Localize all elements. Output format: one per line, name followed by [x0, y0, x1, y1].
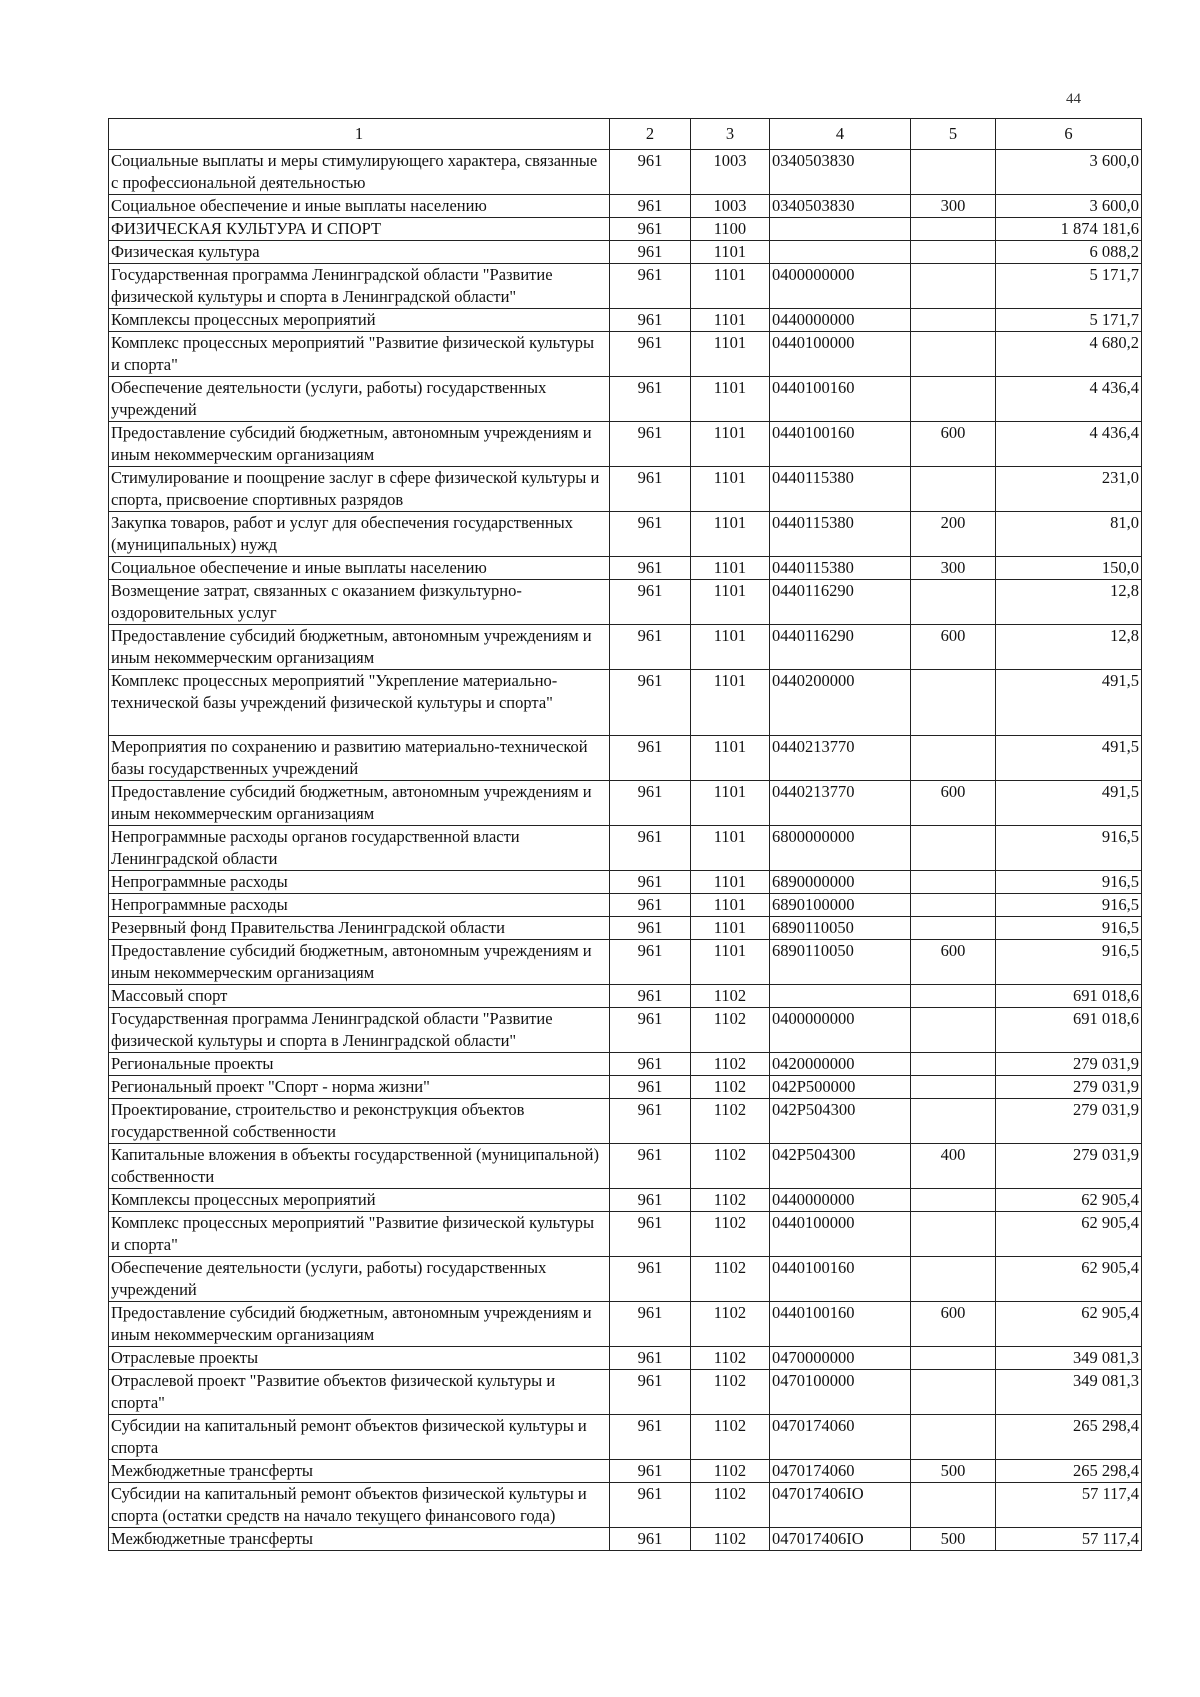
- amount-cell: 279 031,9: [996, 1099, 1142, 1144]
- table-row: [109, 1076, 1142, 1099]
- section-code-cell: 1101: [691, 332, 770, 377]
- expense-type-cell: [911, 150, 996, 195]
- section-code-cell: 1101: [691, 309, 770, 332]
- target-article-cell: 0440100000: [770, 332, 911, 377]
- target-article-cell: 0440116290: [770, 625, 911, 670]
- section-code-cell: 1102: [691, 1347, 770, 1370]
- expense-type-cell: [911, 1370, 996, 1415]
- amount-cell: 62 905,4: [996, 1302, 1142, 1347]
- ministry-code-cell: 961: [610, 377, 691, 422]
- target-article-cell: [770, 218, 911, 241]
- section-code-cell: 1101: [691, 625, 770, 670]
- ministry-code-cell: 961: [610, 917, 691, 940]
- target-article-cell: 0400000000: [770, 264, 911, 309]
- expense-type-cell: [911, 218, 996, 241]
- table-row: [109, 940, 1142, 985]
- ministry-code-cell: 961: [610, 150, 691, 195]
- ministry-code-cell: 961: [610, 1483, 691, 1528]
- row-name-cell: Государственная программа Ленинградской области "Развитие физической культуры и спорта в Ленинградской области": [109, 264, 610, 309]
- table-row: [109, 467, 1142, 512]
- expense-type-cell: [911, 1483, 996, 1528]
- amount-cell: 491,5: [996, 670, 1142, 736]
- table-row: [109, 1257, 1142, 1302]
- header-cell: 1: [109, 119, 610, 150]
- expense-type-cell: [911, 377, 996, 422]
- row-name-cell: Комплексы процессных мероприятий: [109, 309, 610, 332]
- table-row: [109, 1144, 1142, 1189]
- amount-cell: 4 436,4: [996, 377, 1142, 422]
- amount-cell: 491,5: [996, 781, 1142, 826]
- header-cell: 6: [996, 119, 1142, 150]
- expense-type-cell: 500: [911, 1528, 996, 1551]
- ministry-code-cell: 961: [610, 625, 691, 670]
- table-row: [109, 218, 1142, 241]
- row-name-cell: Комплексы процессных мероприятий: [109, 1189, 610, 1212]
- ministry-code-cell: 961: [610, 1528, 691, 1551]
- row-name-cell: Непрограммные расходы: [109, 894, 610, 917]
- amount-cell: 3 600,0: [996, 150, 1142, 195]
- amount-cell: 916,5: [996, 917, 1142, 940]
- amount-cell: 279 031,9: [996, 1053, 1142, 1076]
- row-name-cell: Предоставление субсидий бюджетным, автономным учреждениям и иным некоммерческим организациям: [109, 422, 610, 467]
- row-name-cell: Физическая культура: [109, 241, 610, 264]
- amount-cell: 4 680,2: [996, 332, 1142, 377]
- table-row: [109, 1053, 1142, 1076]
- expense-type-cell: [911, 871, 996, 894]
- table-row: [109, 1099, 1142, 1144]
- target-article-cell: 042P500000: [770, 1076, 911, 1099]
- header-cell: 4: [770, 119, 911, 150]
- ministry-code-cell: 961: [610, 1212, 691, 1257]
- header-cell: 5: [911, 119, 996, 150]
- row-name-cell: Предоставление субсидий бюджетным, автономным учреждениям и иным некоммерческим организациям: [109, 940, 610, 985]
- target-article-cell: 0470100000: [770, 1370, 911, 1415]
- amount-cell: 491,5: [996, 736, 1142, 781]
- amount-cell: 62 905,4: [996, 1189, 1142, 1212]
- amount-cell: 265 298,4: [996, 1415, 1142, 1460]
- ministry-code-cell: 961: [610, 871, 691, 894]
- target-article-cell: 0420000000: [770, 1053, 911, 1076]
- ministry-code-cell: 961: [610, 332, 691, 377]
- expense-type-cell: [911, 1099, 996, 1144]
- amount-cell: 349 081,3: [996, 1370, 1142, 1415]
- ministry-code-cell: 961: [610, 781, 691, 826]
- amount-cell: 57 117,4: [996, 1528, 1142, 1551]
- target-article-cell: [770, 241, 911, 264]
- target-article-cell: 6890000000: [770, 871, 911, 894]
- target-article-cell: 0470000000: [770, 1347, 911, 1370]
- section-code-cell: 1102: [691, 1099, 770, 1144]
- target-article-cell: 0440115380: [770, 512, 911, 557]
- amount-cell: 12,8: [996, 625, 1142, 670]
- section-code-cell: 1102: [691, 1076, 770, 1099]
- row-name-cell: Государственная программа Ленинградской области "Развитие физической культуры и спорта в Ленинградской области": [109, 1008, 610, 1053]
- table-row: [109, 1008, 1142, 1053]
- target-article-cell: 0470174060: [770, 1415, 911, 1460]
- ministry-code-cell: 961: [610, 1460, 691, 1483]
- target-article-cell: 0340503830: [770, 195, 911, 218]
- section-code-cell: 1102: [691, 1144, 770, 1189]
- expense-type-cell: [911, 1053, 996, 1076]
- expense-type-cell: [911, 985, 996, 1008]
- section-code-cell: 1101: [691, 781, 770, 826]
- row-name-cell: Резервный фонд Правительства Ленинградской области: [109, 917, 610, 940]
- ministry-code-cell: 961: [610, 670, 691, 736]
- row-name-cell: Комплекс процессных мероприятий "Развитие физической культуры и спорта": [109, 1212, 610, 1257]
- ministry-code-cell: 961: [610, 580, 691, 625]
- section-code-cell: 1102: [691, 1528, 770, 1551]
- page-number: 44: [1066, 91, 1081, 107]
- expense-type-cell: 500: [911, 1460, 996, 1483]
- ministry-code-cell: 961: [610, 218, 691, 241]
- target-article-cell: 0440115380: [770, 467, 911, 512]
- expense-type-cell: 300: [911, 195, 996, 218]
- target-article-cell: 0440116290: [770, 580, 911, 625]
- expense-type-cell: [911, 1257, 996, 1302]
- target-article-cell: 6890100000: [770, 894, 911, 917]
- table-row: [109, 150, 1142, 195]
- expense-type-cell: 300: [911, 557, 996, 580]
- section-code-cell: 1101: [691, 894, 770, 917]
- row-name-cell: Социальное обеспечение и иные выплаты населению: [109, 195, 610, 218]
- amount-cell: 231,0: [996, 467, 1142, 512]
- ministry-code-cell: 961: [610, 736, 691, 781]
- target-article-cell: 0440213770: [770, 736, 911, 781]
- table-row: [109, 871, 1142, 894]
- table-row: [109, 332, 1142, 377]
- amount-cell: 62 905,4: [996, 1212, 1142, 1257]
- table-row: [109, 1528, 1142, 1551]
- amount-cell: 916,5: [996, 894, 1142, 917]
- header-cell: 3: [691, 119, 770, 150]
- expense-type-cell: [911, 309, 996, 332]
- ministry-code-cell: 961: [610, 826, 691, 871]
- ministry-code-cell: 961: [610, 467, 691, 512]
- expense-type-cell: [911, 1415, 996, 1460]
- expense-type-cell: [911, 894, 996, 917]
- ministry-code-cell: 961: [610, 1257, 691, 1302]
- row-name-cell: Стимулирование и поощрение заслуг в сфере физической культуры и спорта, присвоение спортивных разрядов: [109, 467, 610, 512]
- table-row: [109, 1212, 1142, 1257]
- amount-cell: 916,5: [996, 871, 1142, 894]
- row-name-cell: Межбюджетные трансферты: [109, 1460, 610, 1483]
- ministry-code-cell: 961: [610, 241, 691, 264]
- target-article-cell: 0440100160: [770, 1257, 911, 1302]
- ministry-code-cell: 961: [610, 512, 691, 557]
- row-name-cell: Отраслевые проекты: [109, 1347, 610, 1370]
- target-article-cell: 047017406IO: [770, 1483, 911, 1528]
- section-code-cell: 1102: [691, 1302, 770, 1347]
- table-row: [109, 1347, 1142, 1370]
- ministry-code-cell: 961: [610, 557, 691, 580]
- expense-type-cell: [911, 1347, 996, 1370]
- ministry-code-cell: 961: [610, 195, 691, 218]
- row-name-cell: Субсидии на капитальный ремонт объектов физической культуры и спорта: [109, 1415, 610, 1460]
- row-name-cell: Закупка товаров, работ и услуг для обеспечения государственных (муниципальных) нужд: [109, 512, 610, 557]
- ministry-code-cell: 961: [610, 1415, 691, 1460]
- amount-cell: 691 018,6: [996, 1008, 1142, 1053]
- amount-cell: 57 117,4: [996, 1483, 1142, 1528]
- target-article-cell: 6890110050: [770, 917, 911, 940]
- table-row: [109, 625, 1142, 670]
- expense-type-cell: 600: [911, 940, 996, 985]
- section-code-cell: 1102: [691, 1483, 770, 1528]
- section-code-cell: 1101: [691, 377, 770, 422]
- expense-type-cell: [911, 1076, 996, 1099]
- ministry-code-cell: 961: [610, 1076, 691, 1099]
- row-name-cell: Социальное обеспечение и иные выплаты населению: [109, 557, 610, 580]
- expense-type-cell: [911, 826, 996, 871]
- amount-cell: 916,5: [996, 826, 1142, 871]
- table-row: [109, 241, 1142, 264]
- section-code-cell: 1003: [691, 195, 770, 218]
- section-code-cell: 1101: [691, 264, 770, 309]
- table-row: [109, 1370, 1142, 1415]
- row-name-cell: ФИЗИЧЕСКАЯ КУЛЬТУРА И СПОРТ: [109, 218, 610, 241]
- expense-type-cell: 400: [911, 1144, 996, 1189]
- ministry-code-cell: 961: [610, 985, 691, 1008]
- amount-cell: 62 905,4: [996, 1257, 1142, 1302]
- amount-cell: 3 600,0: [996, 195, 1142, 218]
- table-row: [109, 422, 1142, 467]
- ministry-code-cell: 961: [610, 309, 691, 332]
- section-code-cell: 1003: [691, 150, 770, 195]
- expense-type-cell: [911, 1189, 996, 1212]
- table-row: [109, 195, 1142, 218]
- amount-cell: 5 171,7: [996, 264, 1142, 309]
- ministry-code-cell: 961: [610, 1053, 691, 1076]
- amount-cell: 279 031,9: [996, 1144, 1142, 1189]
- section-code-cell: 1102: [691, 1189, 770, 1212]
- amount-cell: 279 031,9: [996, 1076, 1142, 1099]
- ministry-code-cell: 961: [610, 1189, 691, 1212]
- ministry-code-cell: 961: [610, 1008, 691, 1053]
- table-row: [109, 377, 1142, 422]
- expense-type-cell: [911, 917, 996, 940]
- table-row: [109, 1483, 1142, 1528]
- target-article-cell: 0470174060: [770, 1460, 911, 1483]
- section-code-cell: 1101: [691, 467, 770, 512]
- ministry-code-cell: 961: [610, 1144, 691, 1189]
- ministry-code-cell: 961: [610, 1302, 691, 1347]
- expense-type-cell: [911, 241, 996, 264]
- ministry-code-cell: 961: [610, 1099, 691, 1144]
- section-code-cell: 1102: [691, 1212, 770, 1257]
- ministry-code-cell: 961: [610, 940, 691, 985]
- section-code-cell: 1101: [691, 580, 770, 625]
- target-article-cell: [770, 985, 911, 1008]
- expense-type-cell: 600: [911, 625, 996, 670]
- table-row: [109, 917, 1142, 940]
- amount-cell: 5 171,7: [996, 309, 1142, 332]
- target-article-cell: 047017406IO: [770, 1528, 911, 1551]
- row-name-cell: Обеспечение деятельности (услуги, работы) государственных учреждений: [109, 1257, 610, 1302]
- table-row: [109, 736, 1142, 781]
- section-code-cell: 1102: [691, 1008, 770, 1053]
- ministry-code-cell: 961: [610, 1370, 691, 1415]
- table-row: [109, 1460, 1142, 1483]
- section-code-cell: 1100: [691, 218, 770, 241]
- section-code-cell: 1101: [691, 736, 770, 781]
- table-row: [109, 557, 1142, 580]
- table-row: [109, 985, 1142, 1008]
- row-name-cell: Мероприятия по сохранению и развитию материально-технической базы государственных учреждений: [109, 736, 610, 781]
- amount-cell: 81,0: [996, 512, 1142, 557]
- target-article-cell: 0440100160: [770, 377, 911, 422]
- row-name-cell: Региональные проекты: [109, 1053, 610, 1076]
- ministry-code-cell: 961: [610, 422, 691, 467]
- row-name-cell: Предоставление субсидий бюджетным, автономным учреждениям и иным некоммерческим организациям: [109, 1302, 610, 1347]
- amount-cell: 6 088,2: [996, 241, 1142, 264]
- target-article-cell: 0400000000: [770, 1008, 911, 1053]
- target-article-cell: 042P504300: [770, 1099, 911, 1144]
- row-name-cell: Субсидии на капитальный ремонт объектов физической культуры и спорта (остатки средств на начало текущего финансового года): [109, 1483, 610, 1528]
- expense-type-cell: [911, 1008, 996, 1053]
- section-code-cell: 1101: [691, 241, 770, 264]
- row-name-cell: Обеспечение деятельности (услуги, работы) государственных учреждений: [109, 377, 610, 422]
- table-row: [109, 512, 1142, 557]
- ministry-code-cell: 961: [610, 1347, 691, 1370]
- row-name-cell: Социальные выплаты и меры стимулирующего характера, связанные с профессиональной деятельностью: [109, 150, 610, 195]
- row-name-cell: Возмещение затрат, связанных с оказанием физкультурно-оздоровительных услуг: [109, 580, 610, 625]
- table-row: [109, 309, 1142, 332]
- target-article-cell: 0440000000: [770, 1189, 911, 1212]
- expense-type-cell: [911, 264, 996, 309]
- table-row: [109, 1189, 1142, 1212]
- section-code-cell: 1102: [691, 1460, 770, 1483]
- row-name-cell: Межбюджетные трансферты: [109, 1528, 610, 1551]
- amount-cell: 265 298,4: [996, 1460, 1142, 1483]
- row-name-cell: Проектирование, строительство и реконструкция объектов государственной собственности: [109, 1099, 610, 1144]
- expense-type-cell: [911, 736, 996, 781]
- row-name-cell: Непрограммные расходы органов государственной власти Ленинградской области: [109, 826, 610, 871]
- row-name-cell: Отраслевой проект "Развитие объектов физической культуры и спорта": [109, 1370, 610, 1415]
- section-code-cell: 1101: [691, 917, 770, 940]
- target-article-cell: 0440100000: [770, 1212, 911, 1257]
- expense-type-cell: [911, 467, 996, 512]
- expense-type-cell: 200: [911, 512, 996, 557]
- row-name-cell: Комплекс процессных мероприятий "Укрепление материально-технической базы учреждений физической культуры и спорта": [109, 670, 610, 736]
- target-article-cell: 0440100160: [770, 1302, 911, 1347]
- header-row: [109, 119, 1142, 150]
- amount-cell: 150,0: [996, 557, 1142, 580]
- table-row: [109, 1415, 1142, 1460]
- table-row: [109, 580, 1142, 625]
- table-row: [109, 670, 1142, 736]
- row-name-cell: Предоставление субсидий бюджетным, автономным учреждениям и иным некоммерческим организациям: [109, 781, 610, 826]
- section-code-cell: 1101: [691, 512, 770, 557]
- target-article-cell: 0440213770: [770, 781, 911, 826]
- table-row: [109, 826, 1142, 871]
- expense-type-cell: 600: [911, 1302, 996, 1347]
- target-article-cell: 0440115380: [770, 557, 911, 580]
- row-name-cell: Предоставление субсидий бюджетным, автономным учреждениям и иным некоммерческим организациям: [109, 625, 610, 670]
- amount-cell: 1 874 181,6: [996, 218, 1142, 241]
- section-code-cell: 1102: [691, 1053, 770, 1076]
- amount-cell: 691 018,6: [996, 985, 1142, 1008]
- section-code-cell: 1101: [691, 422, 770, 467]
- section-code-cell: 1102: [691, 1257, 770, 1302]
- expense-type-cell: 600: [911, 422, 996, 467]
- target-article-cell: 0440200000: [770, 670, 911, 736]
- amount-cell: 12,8: [996, 580, 1142, 625]
- target-article-cell: 6800000000: [770, 826, 911, 871]
- ministry-code-cell: 961: [610, 894, 691, 917]
- target-article-cell: 042P504300: [770, 1144, 911, 1189]
- section-code-cell: 1101: [691, 826, 770, 871]
- budget-table: [108, 118, 1142, 1551]
- amount-cell: 349 081,3: [996, 1347, 1142, 1370]
- section-code-cell: 1101: [691, 940, 770, 985]
- section-code-cell: 1102: [691, 985, 770, 1008]
- row-name-cell: Массовый спорт: [109, 985, 610, 1008]
- table-row: [109, 1302, 1142, 1347]
- section-code-cell: 1101: [691, 670, 770, 736]
- amount-cell: 4 436,4: [996, 422, 1142, 467]
- table-row: [109, 894, 1142, 917]
- table-body: [109, 150, 1142, 1551]
- section-code-cell: 1102: [691, 1415, 770, 1460]
- row-name-cell: Комплекс процессных мероприятий "Развитие физической культуры и спорта": [109, 332, 610, 377]
- amount-cell: 916,5: [996, 940, 1142, 985]
- expense-type-cell: 600: [911, 781, 996, 826]
- table-row: [109, 781, 1142, 826]
- table-row: [109, 264, 1142, 309]
- ministry-code-cell: 961: [610, 264, 691, 309]
- expense-type-cell: [911, 670, 996, 736]
- target-article-cell: 0440000000: [770, 309, 911, 332]
- row-name-cell: Непрограммные расходы: [109, 871, 610, 894]
- expense-type-cell: [911, 580, 996, 625]
- section-code-cell: 1101: [691, 557, 770, 580]
- row-name-cell: Капитальные вложения в объекты государственной (муниципальной) собственности: [109, 1144, 610, 1189]
- expense-type-cell: [911, 332, 996, 377]
- section-code-cell: 1102: [691, 1370, 770, 1415]
- target-article-cell: 6890110050: [770, 940, 911, 985]
- header-cell: 2: [610, 119, 691, 150]
- row-name-cell: Региональный проект "Спорт - норма жизни": [109, 1076, 610, 1099]
- target-article-cell: 0340503830: [770, 150, 911, 195]
- expense-type-cell: [911, 1212, 996, 1257]
- section-code-cell: 1101: [691, 871, 770, 894]
- target-article-cell: 0440100160: [770, 422, 911, 467]
